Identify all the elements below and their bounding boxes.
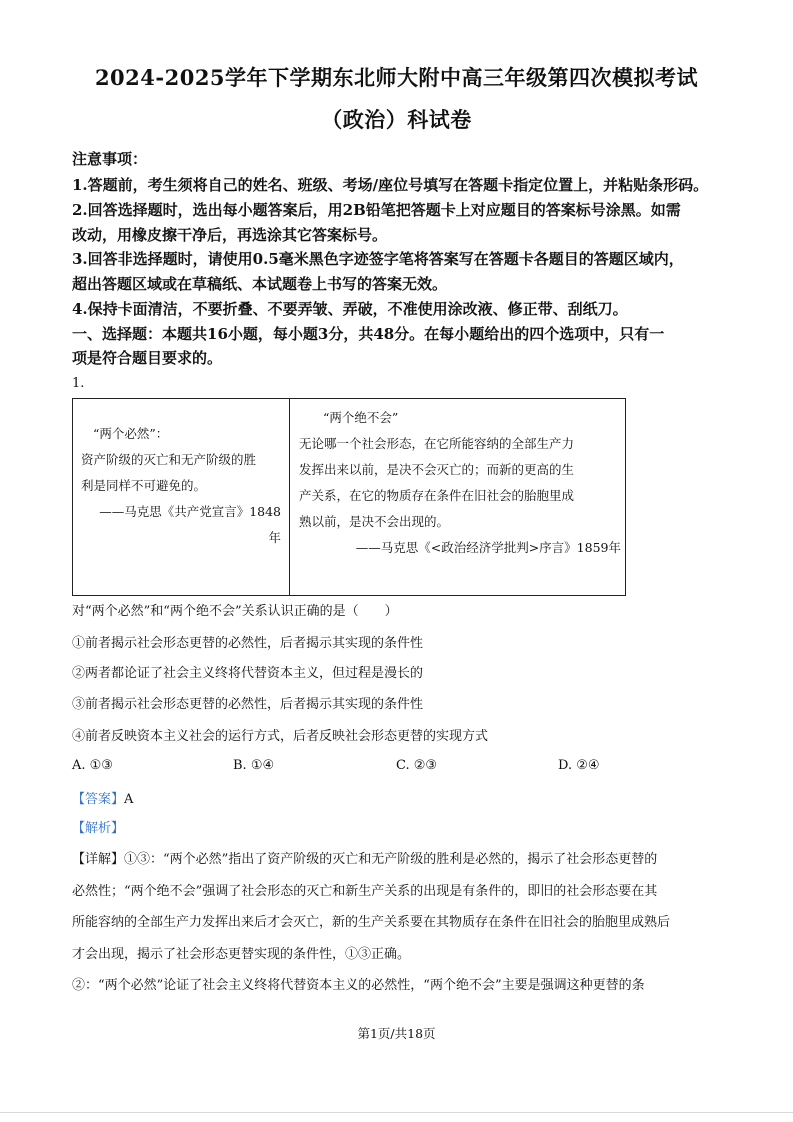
detail-line-3: 所能容纳的全部生产力发挥出来后才会灭亡，新的生产关系要在其物质存在条件在旧社会的胎胞里成熟后 bbox=[72, 915, 671, 930]
detail-line-5: ②：“两个必然”论证了社会主义终将代替资本主义的必然性，“两个绝不会”主要是强调这种更替的条 bbox=[72, 978, 645, 993]
left-quote-line: 资产阶级的灭亡和无产阶级的胜 bbox=[81, 452, 257, 467]
detail-line-1 bbox=[72, 850, 732, 870]
statement-3: ③前者揭示社会形态更替的必然性，后者揭示其实现的条件性 bbox=[72, 697, 424, 712]
left-quote-source: ——马克思《共产党宣言》1848 bbox=[99, 504, 281, 519]
right-quote-line: 发挥出来以前，是决不会灭亡的；而新的更高的生 bbox=[299, 462, 575, 477]
option-d: D. ②④ bbox=[558, 758, 600, 773]
table-divider bbox=[289, 399, 290, 595]
analysis-tag: 【解析】 bbox=[72, 821, 125, 836]
right-quote-line: 熟以前，是决不会出现的。 bbox=[299, 514, 450, 529]
left-quote-year: 年 bbox=[268, 530, 281, 545]
notice-item-3-line1: 3.回答非选择题时，请使用0.5毫米黑色字迹签字笔将答案写在答题卡各题目的答题区域内， bbox=[72, 250, 684, 268]
section-heading-line1: 一、选择题：本题共16小题，每小题3分，共48分。在每小题给出的四个选项中，只有一 bbox=[72, 325, 665, 343]
right-quote-line: 产关系，在它的物质存在条件在旧社会的胎胞里成 bbox=[299, 488, 575, 503]
notice-heading: 注意事项： bbox=[72, 150, 148, 168]
right-quote-title: “两个绝不会” bbox=[323, 410, 399, 425]
right-quote-line: 无论哪一个社会形态，在它所能容纳的全部生产力 bbox=[299, 436, 575, 451]
question-number: 1. bbox=[72, 376, 85, 391]
page-number: 第1页/共18页 bbox=[357, 1026, 436, 1041]
exam-subtitle: （政治）科试卷 bbox=[321, 107, 472, 132]
notice-item-2-line1: 2.回答选择题时，选出每小题答案后，用2B铅笔把答题卡上对应题目的答案标号涂黑。如需 bbox=[72, 201, 681, 219]
notice-item-3-line2: 超出答题区域或在草稿纸、本试题卷上书写的答案无效。 bbox=[72, 275, 448, 293]
statement-1: ①前者揭示社会形态更替的必然性，后者揭示其实现的条件性 bbox=[72, 636, 424, 651]
statement-4: ④前者反映资本主义社会的运行方式，后者反映社会形态更替的实现方式 bbox=[72, 729, 489, 744]
statement-2: ②两者都论证了社会主义终将代替资本主义，但过程是漫长的 bbox=[72, 666, 424, 681]
quote-right-cell bbox=[299, 405, 621, 561]
detail-line-2: 必然性；“两个绝不会”强调了社会形态的灭亡和新生产关系的出现是有条件的，即旧的社会形态要在其 bbox=[72, 884, 658, 899]
option-a: A. ①③ bbox=[72, 758, 113, 773]
exam-title: 2024-2025学年下学期东北师大附中高三年级第四次模拟考试 bbox=[94, 65, 699, 90]
right-quote-source: ——马克思《<政治经济学批判>序言》1859年 bbox=[355, 540, 621, 555]
detail-tag: 【详解】 bbox=[72, 852, 125, 867]
page-bottom-rule bbox=[0, 1112, 793, 1113]
quote-table bbox=[72, 398, 626, 596]
quote-left-cell bbox=[81, 421, 281, 551]
notice-item-1: 1.答题前，考生须将自己的姓名、班级、考场/座位号填写在答题卡指定位置上，并粘贴条形码。 bbox=[72, 176, 709, 194]
option-c: C. ②③ bbox=[396, 758, 438, 773]
answer-tag: 【答案】 bbox=[72, 792, 125, 807]
left-quote-line: 利是同样不可避免的。 bbox=[81, 478, 207, 493]
left-quote-title: “两个必然”： bbox=[93, 426, 169, 441]
question-stem: 对“两个必然”和“两个绝不会”关系认识正确的是（ ） bbox=[72, 604, 398, 619]
detail-text: ①③：“两个必然”指出了资产阶级的灭亡和无产阶级的胜利是必然的，揭示了社会形态更替的 bbox=[124, 852, 658, 867]
notice-item-2-line2: 改动，用橡皮擦干净后，再选涂其它答案标号。 bbox=[72, 226, 388, 244]
option-b: B. ①④ bbox=[233, 758, 275, 773]
section-heading-line2: 项是符合题目要求的。 bbox=[72, 349, 223, 367]
answer-line bbox=[72, 790, 732, 810]
detail-line-4: 才会出现，揭示了社会形态更替实现的条件性，①③正确。 bbox=[72, 947, 411, 962]
notice-item-4: 4.保持卡面清洁，不要折叠、不要弄皱、弄破，不准使用涂改液、修正带、刮纸刀。 bbox=[72, 300, 628, 318]
answer-value: A bbox=[124, 792, 134, 807]
